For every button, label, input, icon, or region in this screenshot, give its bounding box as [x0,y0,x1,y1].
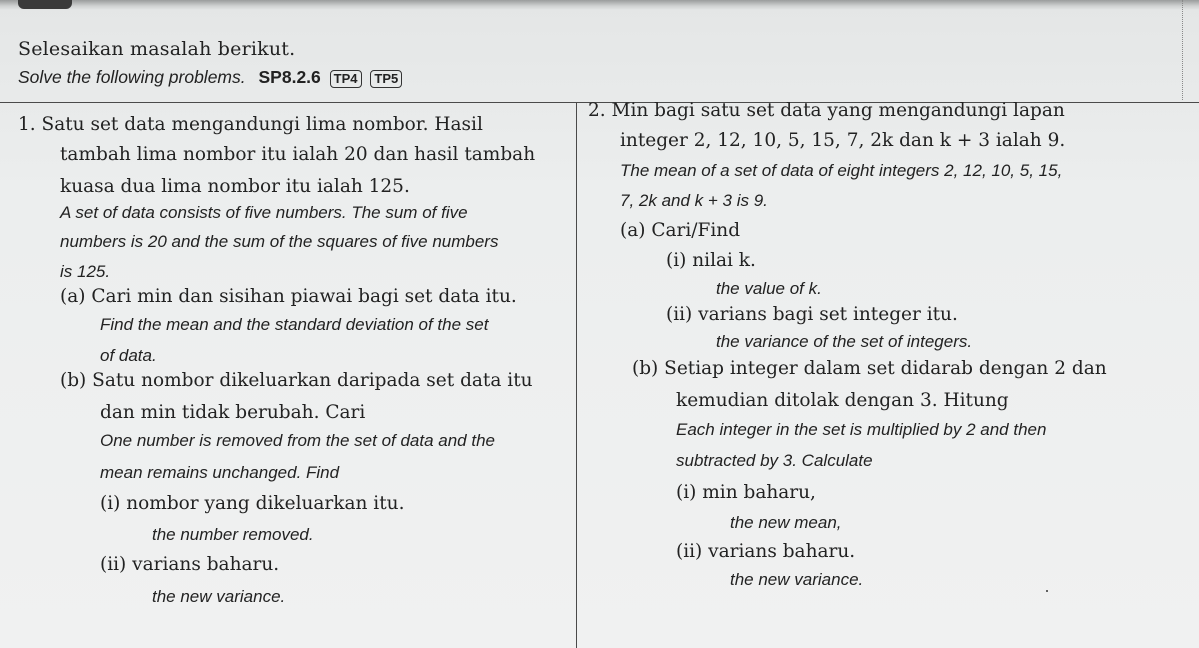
q1-part-b-2: dan min tidak berubah. Cari [100,402,366,423]
q2-part-b-2: kemudian ditolak dengan 3. Hitung [676,390,1009,411]
q1-part-b-i: (i) nombor yang dikeluarkan itu. [100,493,405,514]
q1-en-line-3: is 125. [60,262,111,281]
q2-part-a-ii: (ii) varians bagi set integer itu. [666,304,958,325]
q2-en-line-1: The mean of a set of data of eight integers 2, 12, 10, 5, 15, [620,161,1063,180]
q2-part-a: (a) Cari/Find [620,220,741,241]
header-title-ms: Selesaikan masalah berikut. [18,38,296,60]
q1-part-b-en-2: mean remains unchanged. Find [100,463,340,482]
q1-part-b-en-1: One number is removed from the set of data and the [100,431,495,450]
page-top-shadow [0,0,1199,10]
header-title-en: Solve the following problems. [18,67,246,87]
q2-part-b-ii-en: the new variance. [730,570,864,589]
q1-en-line-1: A set of data consists of five numbers. The sum of five [60,203,468,222]
corner-mark [18,0,72,9]
q1-part-a-en-1: Find the mean and the standard deviation of the set [100,315,489,334]
q1-line-3: kuasa dua lima nombor itu ialah 125. [60,176,410,197]
q1-part-b-1: (b) Satu nombor dikeluarkan daripada set data itu [60,370,533,391]
q1-part-a: (a) Cari min dan sisihan piawai bagi set data itu. [60,286,517,307]
q1-en-line-2: numbers is 20 and the sum of the squares of five numbers [60,232,499,251]
q2-part-b-ii: (ii) varians baharu. [676,541,856,562]
q2-part-b-i: (i) min baharu, [676,482,816,503]
q1-part-a-en-2: of data. [100,346,157,365]
sp-code: SP8.2.6 [258,67,321,87]
tag-tp4: TP4 [330,70,362,88]
q1-part-b-ii: (ii) varians baharu. [100,554,280,575]
stray-dot [1046,590,1048,592]
right-edge-rule [1182,0,1183,100]
q2-part-b-1: (b) Setiap integer dalam set didarab dengan 2 dan [632,358,1107,379]
q2-line-2: integer 2, 12, 10, 5, 15, 7, 2k dan k + 3 ialah 9. [620,130,1066,151]
column-divider [576,102,577,648]
q1-part-b-i-en: the number removed. [152,525,314,544]
q2-part-a-ii-en: the variance of the set of integers. [716,332,973,351]
header-title-en-row [18,67,402,88]
q1-line-1: 1. Satu set data mengandungi lima nombor. Hasil [18,114,483,135]
q1-part-b-ii-en: the new variance. [152,587,286,606]
tag-tp5: TP5 [370,70,402,88]
q2-part-b-en-2: subtracted by 3. Calculate [676,451,873,470]
q2-part-a-i-en: the value of k. [716,279,822,298]
q2-part-a-i: (i) nilai k. [666,250,756,271]
q2-part-b-i-en: the new mean, [730,513,842,532]
q1-line-2: tambah lima nombor itu ialah 20 dan hasil tambah [60,144,536,165]
q2-line-1: 2. Min bagi satu set data yang mengandungi lapan [588,100,1065,121]
q2-part-b-en-1: Each integer in the set is multiplied by 2 and then [676,420,1047,439]
q2-en-line-2: 7, 2k and k + 3 is 9. [620,191,768,210]
